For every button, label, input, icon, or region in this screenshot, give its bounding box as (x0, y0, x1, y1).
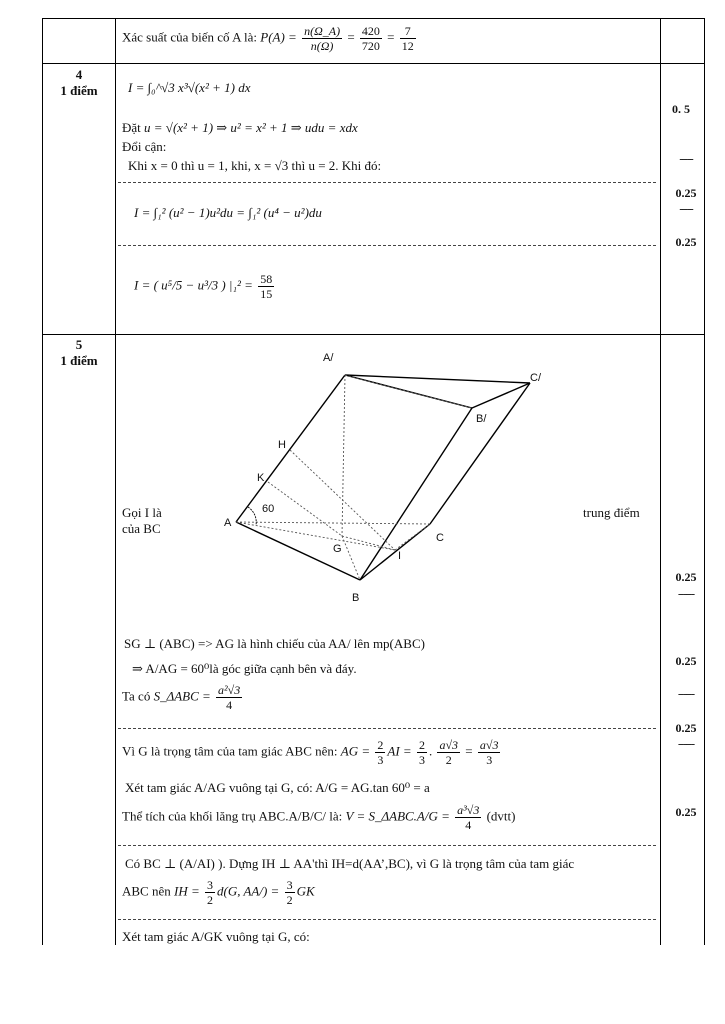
q5-divider-2 (118, 845, 656, 846)
q5-line-3: Ta có S_ΔABC = $\frac{\text{a²√3}}{4}$ (122, 683, 241, 712)
q4-step3: I = ( u⁵/5 − u³/3 ) |₁² = $\frac{58}{15}$ (134, 272, 273, 301)
q4-substitution: Đặt u = √(x² + 1) ⇒ u² = x² + 1 ⇒ udu = xdx (122, 120, 358, 135)
q4-number: 4 (75, 67, 83, 82)
label-angle: 60 (262, 503, 275, 515)
q4-score-3: 0.25 (675, 235, 697, 249)
q5-score-4: 0.25 (675, 805, 697, 819)
q5-goi-right: trung điểm (583, 505, 640, 520)
q4-step3-frac: $\frac{58}{15}$ (260, 272, 273, 301)
q5-line-2: ⇒ A/AG = 60⁰là góc giữa cạnh bên và đáy. (132, 661, 357, 676)
q5-volume-frac: $\frac{\text{a³√3}}{4}$ (457, 803, 480, 832)
q5-goi-left: Gọi I là (122, 505, 162, 520)
q3-prob-lhs: P(A) = (260, 29, 297, 45)
q5-line-7: Có BC ⊥ (A/AI) ). Dựng IH ⊥ AA'thì IH=d(AA’,BC), vì G là trọng tâm của tam giác (125, 856, 575, 871)
q5-line-6: Thể tích của khối lăng trụ ABC.A/B/C/ là: V = S_ΔABC.A/G = $\frac{\text{a³√3}}{4}$ (dvtt) (122, 803, 516, 832)
q5-goi-left2: của BC (122, 521, 161, 536)
label-a1: A/ (323, 352, 334, 364)
q3-frac-2: $\frac{420}{720}$ (361, 24, 380, 53)
q4-score-sep-2: ----- (679, 203, 693, 215)
label-g: G (333, 543, 342, 555)
q3-probability-line: Xác suất của biến cố A là: P(A) = $\frac{n(\Omega\_A)}{n(\Omega)}$ = $\frac{420}{720}$ = $\frac{7}{12}$ (122, 24, 414, 53)
label-i: I (398, 550, 402, 562)
q4-points: 1 điểm (60, 83, 98, 98)
q5-points: 1 điểm (60, 353, 98, 368)
q4-step2: I = ∫₁² (u² − 1)u²du = ∫₁² (u⁴ − u²)du (134, 205, 322, 220)
q5-line-1: SG ⊥ (ABC) => AG là hình chiếu của AA/ lên mp(ABC) (124, 636, 425, 651)
q4-score-2: 0.25 (675, 186, 697, 200)
q5-score-sep-2: ------ (678, 688, 694, 700)
q5-divider-1 (118, 728, 656, 729)
q5-divider-3 (118, 919, 656, 920)
label-c: C (436, 532, 444, 544)
label-c1: C/ (530, 372, 541, 384)
q5-line-9: Xét tam giác A/GK vuông tại G, có: (122, 929, 310, 944)
q5-line-8: ABC nên IH = $\frac{3}{2}$ d(G, AA/) = $\frac{3}{2}$ GK (122, 878, 315, 907)
q4-bounds-label: Đổi cận: (122, 139, 167, 154)
q4-bounds-text: Khi x = 0 thì u = 1, khi, x = √3 thì u = 2. Khi đó: (128, 158, 382, 173)
q5-score-2: 0.25 (675, 654, 697, 668)
q5-score-sep-3: ------ (678, 738, 694, 750)
q5-line-5: Xét tam giác A/AG vuông tại G, có: A/G = AG.tan 60⁰ = a (125, 780, 430, 795)
label-k: K (257, 472, 265, 484)
label-a: A (224, 517, 232, 529)
q4-score-sep-1: ----- (679, 153, 693, 165)
q5-score-sep-1: ------ (678, 588, 694, 600)
label-b: B (352, 592, 360, 604)
q5-line-4: Vì G là trọng tâm của tam giác ABC nên: AG = $\frac{2}{3}$ AI = $\frac{2}{3}$ . $\frac{a√3}{2}$ = $\frac{a√3}{3}$ (122, 738, 499, 767)
q3-frac-1: $\frac{n(\Omega\_A)}{n(\Omega)}$ (304, 24, 341, 53)
q5-number: 5 (75, 337, 83, 352)
q3-prob-text: Xác suất của biến cố A là: (122, 29, 258, 45)
q3-frac-3: $\frac{7}{12}$ (401, 24, 414, 53)
prism-hidden-edges (236, 375, 472, 580)
q5-score-3: 0.25 (675, 721, 697, 735)
q5-score-1: 0.25 (675, 570, 697, 584)
prism-solid-edges (236, 375, 530, 580)
label-h: H (278, 439, 286, 451)
q4-integral: I = ∫₀^√3 x³√(x² + 1) dx (128, 80, 251, 95)
q5-area-frac: $\frac{\text{a²√3}}{4}$ (218, 683, 241, 712)
q4-score-1: 0. 5 (672, 102, 690, 116)
label-b1: B/ (476, 413, 487, 425)
